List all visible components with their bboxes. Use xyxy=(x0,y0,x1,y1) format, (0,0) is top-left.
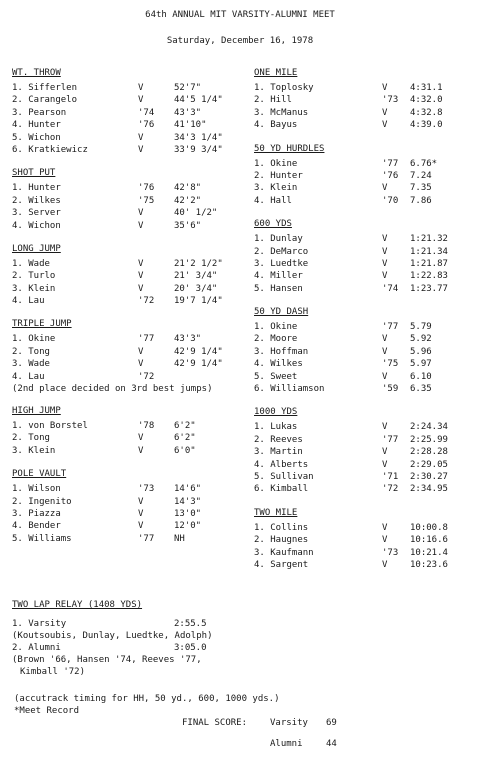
relay-varsity-label: 1. Varsity xyxy=(12,619,67,629)
event-long-jump xyxy=(12,244,248,309)
team-or-class: '75 xyxy=(382,359,399,370)
result-row xyxy=(254,95,476,107)
result-mark: 10:23.6 xyxy=(410,559,448,570)
result-mark: 2:29.05 xyxy=(410,459,448,470)
athlete-name: 3. Wade xyxy=(12,359,50,370)
result-mark: 40' 1/2" xyxy=(174,208,218,219)
athlete-name: 5. Wichon xyxy=(12,132,61,143)
event-50-yd-hurdles xyxy=(254,144,476,209)
athlete-name: 4. Bender xyxy=(12,521,61,532)
result-mark: 21'2 1/2" xyxy=(174,258,223,269)
event-title-two-mile: TWO MILE xyxy=(254,507,298,518)
event-title-600-yds: 600 YDS xyxy=(254,219,292,230)
athlete-name: 2. DeMarco xyxy=(254,246,309,257)
result-mark: 19'7 1/4" xyxy=(174,296,223,307)
athlete-name: 4. Miller xyxy=(254,271,303,282)
result-mark: 6.35 xyxy=(410,384,432,395)
result-row xyxy=(12,347,248,359)
result-mark: 42'8" xyxy=(174,183,202,194)
team-or-class: '72 xyxy=(382,484,399,495)
result-row xyxy=(12,95,248,107)
result-row xyxy=(254,183,476,195)
varsity-score-label: Varsity xyxy=(270,718,308,728)
athlete-name: 1. Dunlay xyxy=(254,234,303,245)
result-mark: 20' 3/4" xyxy=(174,283,218,294)
athlete-name: 1. Collins xyxy=(254,522,309,533)
result-row xyxy=(12,433,248,445)
athlete-name: 3. Luedtke xyxy=(254,258,309,269)
result-mark: 7.24 xyxy=(410,170,432,181)
result-row xyxy=(254,372,476,384)
timing-note: (accutrack timing for HH, 50 yd., 600, 1000 yds.) xyxy=(14,694,280,704)
relay-varsity-members: (Koutsoubis, Dunlay, Luedtke, Adolph) xyxy=(12,631,213,641)
result-row xyxy=(254,347,476,359)
result-row xyxy=(254,523,476,535)
result-row xyxy=(254,535,476,547)
result-row xyxy=(12,334,248,346)
result-row xyxy=(12,421,248,433)
result-row xyxy=(12,521,248,533)
result-mark: 4:39.0 xyxy=(410,120,443,131)
result-row xyxy=(12,484,248,496)
team-or-class: '77 xyxy=(382,434,399,445)
event-one-mile xyxy=(254,68,476,133)
event-note: (2nd place decided on 3rd best jumps) xyxy=(12,384,213,395)
team-or-class: '74 xyxy=(382,283,399,294)
result-row xyxy=(254,120,476,132)
event-1000-yds xyxy=(254,407,476,496)
athlete-name: 2. Reeves xyxy=(254,434,303,445)
result-mark: 33'9 3/4" xyxy=(174,144,223,155)
result-mark: 1:21.34 xyxy=(410,246,448,257)
athlete-name: 1. Okine xyxy=(254,322,298,333)
team-or-class: '77 xyxy=(138,334,155,345)
event-title-50-yd-hurdles: 50 YD HURDLES xyxy=(254,143,325,154)
result-row xyxy=(12,145,248,157)
athlete-name: 3. Pearson xyxy=(12,107,67,118)
final-score-label: FINAL SCORE: xyxy=(182,718,248,728)
relay-alumni-members-line1: (Brown '66, Hansen '74, Reeves '77, xyxy=(12,655,202,665)
team-or-class: '77 xyxy=(138,533,155,544)
athlete-name: 4. Sargent xyxy=(254,559,309,570)
result-row xyxy=(254,484,476,496)
result-row xyxy=(12,196,248,208)
team-or-class: '76 xyxy=(382,170,399,181)
team-or-class: '59 xyxy=(382,384,399,395)
result-mark: 6'0" xyxy=(174,445,196,456)
result-row xyxy=(254,196,476,208)
team-or-class: '77 xyxy=(382,322,399,333)
team-or-class: '75 xyxy=(138,195,155,206)
event-wt-throw xyxy=(12,68,248,157)
result-mark: 41'10" xyxy=(174,120,207,131)
athlete-name: 4. Lau xyxy=(12,296,45,307)
athlete-name: 1. Okine xyxy=(12,334,56,345)
result-mark: 2:34.95 xyxy=(410,484,448,495)
team-or-class: V xyxy=(382,83,388,93)
athlete-name: 2. Carangelo xyxy=(12,95,78,106)
athlete-name: 3. Piazza xyxy=(12,508,61,519)
athlete-name: 4. Wichon xyxy=(12,220,61,231)
result-mark: 2:25.99 xyxy=(410,434,448,445)
event-title-50-yd-dash: 50 YD DASH xyxy=(254,307,309,318)
athlete-name: 4. Bayus xyxy=(254,120,298,131)
team-or-class: V xyxy=(138,83,144,93)
athlete-name: 3. Server xyxy=(12,208,61,219)
athlete-name: 5. Sullivan xyxy=(254,471,314,482)
athlete-name: 2. Haugnes xyxy=(254,535,309,546)
athlete-name: 2. Turlo xyxy=(12,271,56,282)
result-mark: 42'2" xyxy=(174,195,202,206)
team-or-class: V xyxy=(382,459,388,470)
result-row xyxy=(12,271,248,283)
result-row xyxy=(254,247,476,259)
athlete-name: 1. Okine xyxy=(254,158,298,169)
result-mark: 14'3" xyxy=(174,496,202,507)
result-row xyxy=(254,171,476,183)
team-or-class: V xyxy=(138,346,144,357)
athlete-name: 1. Wade xyxy=(12,258,50,269)
result-row xyxy=(12,509,248,521)
running-events-column xyxy=(254,68,476,583)
team-or-class: V xyxy=(382,559,388,570)
result-mark: 6'2" xyxy=(174,421,196,432)
result-mark: 4:31.1 xyxy=(410,83,443,93)
result-row xyxy=(12,208,248,220)
result-row xyxy=(254,83,476,95)
athlete-name: 2. Tong xyxy=(12,346,50,357)
result-row xyxy=(12,183,248,195)
result-row xyxy=(12,83,248,95)
athlete-name: 6. Kimball xyxy=(254,484,309,495)
athlete-name: 1. Lukas xyxy=(254,422,298,433)
result-mark: 1:23.77 xyxy=(410,283,448,294)
result-mark: 10:16.6 xyxy=(410,535,448,546)
team-or-class: V xyxy=(382,271,388,282)
event-title-1000-yds: 1000 YDS xyxy=(254,407,298,418)
result-row xyxy=(254,259,476,271)
result-row xyxy=(254,560,476,572)
athlete-name: 4. Lau xyxy=(12,371,45,382)
result-row xyxy=(254,435,476,447)
result-row xyxy=(12,120,248,132)
athlete-name: 2. Moore xyxy=(254,334,298,345)
result-mark: NH xyxy=(174,533,185,544)
result-row xyxy=(254,359,476,371)
relay-alumni-label: 2. Alumni xyxy=(12,643,61,653)
team-or-class: V xyxy=(382,346,388,357)
athlete-name: 1. von Borstel xyxy=(12,421,88,432)
team-or-class: V xyxy=(138,521,144,532)
athlete-name: 3. Klein xyxy=(12,283,56,294)
relay-varsity-time: 2:55.5 xyxy=(174,619,207,629)
result-mark: 6'2" xyxy=(174,433,196,444)
team-or-class: '76 xyxy=(138,120,155,131)
team-or-class: V xyxy=(382,234,388,245)
team-or-class: V xyxy=(138,359,144,370)
result-row xyxy=(254,384,476,396)
team-or-class: '71 xyxy=(382,471,399,482)
team-or-class: '76 xyxy=(138,183,155,194)
team-or-class: V xyxy=(138,508,144,519)
result-row xyxy=(12,446,248,458)
relay-alumni-time: 3:05.0 xyxy=(174,643,207,653)
relay-title: TWO LAP RELAY (1408 YDS) xyxy=(12,600,143,610)
varsity-score: 69 xyxy=(326,718,337,728)
athlete-name: 1. Hunter xyxy=(12,183,61,194)
athlete-name: 3. Hoffman xyxy=(254,346,309,357)
result-mark: 2:30.27 xyxy=(410,471,448,482)
result-row xyxy=(254,322,476,334)
team-or-class: '73 xyxy=(382,95,399,106)
team-or-class: V xyxy=(382,334,388,345)
athlete-name: 5. Sweet xyxy=(254,371,298,382)
result-mark: 6.76* xyxy=(410,158,438,169)
team-or-class: V xyxy=(382,120,388,131)
field-events-column xyxy=(12,68,248,557)
event-600-yds xyxy=(254,219,476,296)
result-row xyxy=(12,221,248,233)
result-row xyxy=(12,108,248,120)
event-title-shot-put: SHOT PUT xyxy=(12,168,56,179)
team-or-class: V xyxy=(138,95,144,106)
athlete-name: 4. Hall xyxy=(254,195,292,206)
result-row xyxy=(12,284,248,296)
athlete-name: 3. Klein xyxy=(12,445,56,456)
result-row xyxy=(254,271,476,283)
result-mark: 34'3 1/4" xyxy=(174,132,223,143)
team-or-class: V xyxy=(138,445,144,456)
team-or-class: V xyxy=(382,246,388,257)
athlete-name: 5. Williams xyxy=(12,533,72,544)
result-mark: 2:28.28 xyxy=(410,447,448,458)
event-pole-vault xyxy=(12,469,248,546)
team-or-class: '77 xyxy=(382,158,399,169)
result-mark: 14'6" xyxy=(174,484,202,495)
result-mark: 6.10 xyxy=(410,371,432,382)
result-row xyxy=(254,234,476,246)
result-mark: 7.35 xyxy=(410,183,432,194)
team-or-class: V xyxy=(382,107,388,118)
athlete-name: 2. Wilkes xyxy=(12,195,61,206)
athlete-name: 4. Wilkes xyxy=(254,359,303,370)
result-mark: 35'6" xyxy=(174,220,202,231)
result-row xyxy=(254,460,476,472)
team-or-class: '78 xyxy=(138,421,155,432)
result-row xyxy=(254,548,476,560)
result-row xyxy=(12,133,248,145)
athlete-name: 3. Kaufmann xyxy=(254,547,314,558)
event-title-high-jump: HIGH JUMP xyxy=(12,406,61,417)
result-mark: 5.97 xyxy=(410,359,432,370)
team-or-class: '74 xyxy=(138,107,155,118)
team-or-class: '72 xyxy=(138,296,155,307)
team-or-class: V xyxy=(138,496,144,507)
team-or-class: V xyxy=(138,433,144,444)
result-mark: 43'3" xyxy=(174,334,202,345)
result-mark: 4:32.0 xyxy=(410,95,443,106)
result-mark: 2:24.34 xyxy=(410,422,448,433)
athlete-name: 1. Toplosky xyxy=(254,83,314,93)
result-mark: 44'5 1/4" xyxy=(174,95,223,106)
team-or-class: V xyxy=(382,522,388,533)
athlete-name: 5. Hansen xyxy=(254,283,303,294)
alumni-score-label: Alumni xyxy=(270,739,303,749)
athlete-name: 6. Kratkiewicz xyxy=(12,144,88,155)
result-mark: 21' 3/4" xyxy=(174,271,218,282)
result-mark: 4:32.8 xyxy=(410,107,443,118)
event-title-one-mile: ONE MILE xyxy=(254,68,298,78)
result-row xyxy=(12,296,248,308)
team-or-class: '73 xyxy=(382,547,399,558)
athlete-name: 2. Tong xyxy=(12,433,50,444)
result-row xyxy=(12,497,248,509)
result-row xyxy=(12,259,248,271)
result-row xyxy=(254,284,476,296)
meet-date: Saturday, December 16, 1978 xyxy=(166,36,314,46)
athlete-name: 2. Hill xyxy=(254,95,292,106)
result-mark: 10:00.8 xyxy=(410,522,448,533)
result-mark: 5.79 xyxy=(410,322,432,333)
event-shot-put xyxy=(12,168,248,233)
athlete-name: 3. Klein xyxy=(254,183,298,194)
relay-alumni-members-line2: Kimball '72) xyxy=(20,667,86,677)
team-or-class: '70 xyxy=(382,195,399,206)
result-mark: 52'7" xyxy=(174,83,202,93)
result-mark: 42'9 1/4" xyxy=(174,359,223,370)
event-high-jump xyxy=(12,406,248,458)
event-title-wt-throw: WT. THROW xyxy=(12,68,61,78)
team-or-class: V xyxy=(138,283,144,294)
result-row xyxy=(254,159,476,171)
result-row xyxy=(254,422,476,434)
athlete-name: 1. Wilson xyxy=(12,484,61,495)
team-or-class: V xyxy=(138,144,144,155)
athlete-name: 4. Alberts xyxy=(254,459,309,470)
team-or-class: V xyxy=(382,422,388,433)
athlete-name: 2. Ingenito xyxy=(12,496,72,507)
meet-title: 64th ANNUAL MIT VARSITY-ALUMNI MEET xyxy=(145,10,335,20)
team-or-class: V xyxy=(138,208,144,219)
result-row xyxy=(12,534,248,546)
athlete-name: 4. Hunter xyxy=(12,120,61,131)
result-row xyxy=(254,472,476,484)
result-row xyxy=(254,447,476,459)
result-mark: 13'0" xyxy=(174,508,202,519)
result-mark: 5.96 xyxy=(410,346,432,357)
team-or-class: '73 xyxy=(138,484,155,495)
event-two-mile xyxy=(254,508,476,573)
result-row xyxy=(254,334,476,346)
event-title-triple-jump: TRIPLE JUMP xyxy=(12,319,72,330)
athlete-name: 2. Hunter xyxy=(254,170,303,181)
event-title-long-jump: LONG JUMP xyxy=(12,243,61,254)
meet-record-note: *Meet Record xyxy=(14,706,80,716)
result-row xyxy=(12,372,248,384)
result-mark: 10:21.4 xyxy=(410,547,448,558)
result-mark: 1:21.32 xyxy=(410,234,448,245)
result-row xyxy=(12,359,248,371)
athlete-name: 3. McManus xyxy=(254,107,309,118)
result-mark: 1:22.83 xyxy=(410,271,448,282)
team-or-class: V xyxy=(138,271,144,282)
event-title-pole-vault: POLE VAULT xyxy=(12,469,67,480)
athlete-name: 1. Sifferlen xyxy=(12,83,78,93)
result-mark: 1:21.87 xyxy=(410,258,448,269)
alumni-score: 44 xyxy=(326,739,337,749)
team-or-class: V xyxy=(382,258,388,269)
result-mark: 42'9 1/4" xyxy=(174,346,223,357)
result-row xyxy=(254,108,476,120)
team-or-class: V xyxy=(382,371,388,382)
team-or-class: V xyxy=(382,535,388,546)
team-or-class: V xyxy=(138,132,144,143)
team-or-class: V xyxy=(382,447,388,458)
team-or-class: '72 xyxy=(138,371,155,382)
result-mark: 43'3" xyxy=(174,107,202,118)
event-triple-jump xyxy=(12,319,248,395)
team-or-class: V xyxy=(382,183,388,194)
athlete-name: 3. Martin xyxy=(254,447,303,458)
result-mark: 7.86 xyxy=(410,195,432,206)
result-mark: 12'0" xyxy=(174,521,202,532)
result-mark: 5.92 xyxy=(410,334,432,345)
event-50-yd-dash xyxy=(254,307,476,396)
team-or-class: V xyxy=(138,258,144,269)
athlete-name: 6. Williamson xyxy=(254,384,325,395)
team-or-class: V xyxy=(138,220,144,231)
